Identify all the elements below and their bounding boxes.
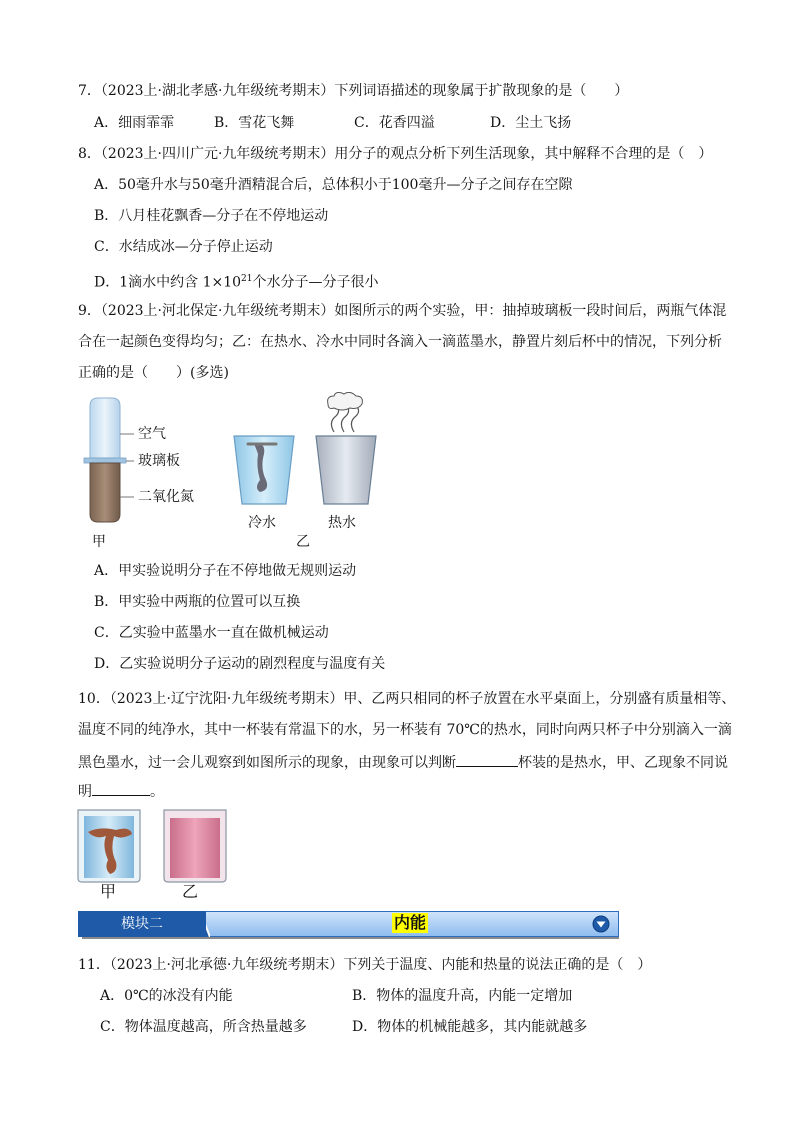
q10-line2: 温度不同的纯净水，其中一杯装有常温下的水，另一杯装有 70℃的热水，同时向两只杯子中分别滴入一滴 (78, 722, 732, 738)
q9-stem-line2: 合在一起颜色变得均匀；乙：在热水、冷水中同时各滴入一滴蓝墨水，静置片刻后杯中的情况，下列分析 (78, 334, 722, 350)
q10-line4-pre: 明 (78, 784, 92, 800)
label-air: 空气 (138, 426, 166, 442)
q8-stem: 8．（2023上·四川广元·九年级统考期末）用分子的观点分析下列生活现象，其中解释不合理的是（ ） (78, 146, 713, 162)
module-title: 内能 (394, 913, 427, 932)
q8-option-d-pre: D．1滴水中约含 1×10 (94, 274, 242, 291)
q8-option-d-post: 个水分子—分子很小 (252, 274, 379, 291)
q10-line3-post: 杯装的是热水，甲、乙现象不同说 (518, 755, 728, 771)
q8-option-d[interactable] (94, 270, 379, 292)
q9-option-c[interactable]: C．乙实验中蓝墨水一直在做机械运动 (94, 625, 329, 641)
q10-line3 (78, 752, 728, 772)
label-yi: 乙 (296, 534, 310, 550)
q10-label-yi: 乙 (182, 882, 199, 901)
q7-option-b[interactable]: B．雪花飞舞 (214, 115, 295, 131)
q9-beaker-figure (230, 392, 380, 512)
q11-option-d[interactable]: D．物体的机械能越多，其内能就越多 (352, 1019, 588, 1035)
chevron-down-icon[interactable] (592, 915, 610, 933)
q10-beaker-figure (76, 806, 236, 884)
label-no2: 二氧化氮 (138, 489, 194, 505)
q10-line4 (78, 781, 164, 801)
q10-line4-post: 。 (150, 784, 164, 800)
q8-option-d-exponent: 21 (241, 274, 253, 284)
q11-stem: 11．（2023上·河北承德·九年级统考期末）下列关于温度、内能和热量的说法正确的是（ ） (78, 957, 652, 973)
q10-blank-2[interactable] (92, 781, 150, 796)
q9-option-b[interactable]: B．甲实验中两瓶的位置可以互换 (94, 594, 301, 610)
q7-option-d[interactable]: D．尘土飞扬 (490, 115, 572, 131)
q11-option-b[interactable]: B．物体的温度升高，内能一定增加 (352, 988, 573, 1004)
q9-stem-line3: 正确的是（ ）(多选) (78, 365, 229, 381)
q9-option-d[interactable]: D．乙实验说明分子运动的剧烈程度与温度有关 (94, 656, 386, 672)
q9-option-a[interactable]: A．甲实验说明分子在不停地做无规则运动 (94, 563, 357, 579)
q8-option-a[interactable]: A．50毫升水与50毫升酒精混合后，总体积小于100毫升—分子之间存在空隙 (94, 177, 573, 193)
q7-option-a[interactable]: A．细雨霏霏 (94, 115, 175, 131)
q10-blank-1[interactable] (456, 752, 518, 767)
label-cold-water: 冷水 (248, 515, 276, 531)
q10-line3-pre: 黑色墨水，过一会儿观察到如图所示的现象，由现象可以判断 (78, 755, 456, 771)
q9-stem-line1: 9．（2023上·河北保定·九年级统考期末）如图所示的两个实验，甲：抽掉玻璃板一段时间后，两瓶气体混 (78, 303, 727, 319)
q7-option-c[interactable]: C．花香四溢 (354, 115, 435, 131)
module-label: 模块二 (78, 911, 206, 937)
q7-stem: 7．（2023上·湖北孝感·九年级统考期末）下列词语描述的现象属于扩散现象的是（ ） (78, 83, 629, 99)
module-banner (78, 911, 619, 939)
q11-option-a[interactable]: A．0℃的冰没有内能 (100, 988, 233, 1004)
q8-option-c[interactable]: C．水结成冰—分子停止运动 (94, 239, 273, 255)
label-jia: 甲 (92, 534, 106, 550)
label-glass-plate: 玻璃板 (138, 453, 180, 469)
q8-option-b[interactable]: B．八月桂花飘香—分子在不停地运动 (94, 208, 329, 224)
label-hot-water: 热水 (328, 515, 356, 531)
q10-label-jia: 甲 (100, 882, 117, 901)
q11-option-c[interactable]: C．物体温度越高，所含热量越多 (100, 1019, 307, 1035)
q10-line1: 10．（2023上·辽宁沈阳·九年级统考期末）甲、乙两只相同的杯子放置在水平桌面上，分别盛有质量相等、 (78, 691, 736, 707)
